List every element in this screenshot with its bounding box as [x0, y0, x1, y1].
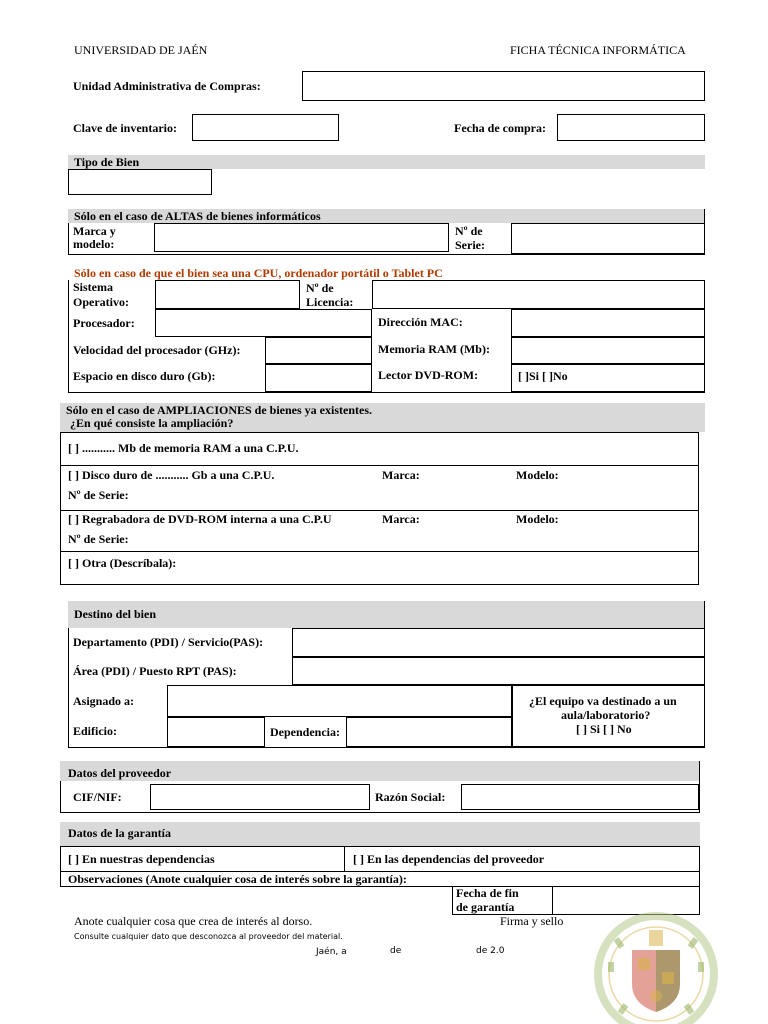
dorso-note: Anote cualquier cosa que crea de interés al dorso. [74, 914, 313, 928]
tipo-bien-field[interactable] [68, 169, 212, 195]
razon-field[interactable] [461, 784, 699, 810]
disco-field[interactable] [265, 364, 372, 392]
ampl-otra-option[interactable]: [ ] Otra (Descríbala): [68, 556, 177, 570]
de-label: de [390, 946, 402, 956]
aula-question-2: aula/laboratorio? [561, 708, 651, 722]
cif-label: CIF/NIF: [73, 790, 122, 804]
university-name: UNIVERSIDAD DE JAÉN [74, 43, 208, 57]
clave-label: Clave de inventario: [73, 121, 177, 135]
mac-field[interactable] [511, 309, 705, 337]
edificio-field[interactable] [167, 717, 265, 747]
aula-options[interactable]: [ ] Si [ ] No [576, 722, 632, 736]
ampl-disco-option[interactable]: [ ] Disco duro de ........... Gb a una C.P.U. [68, 468, 275, 482]
marca-label-1: Marca y [73, 224, 116, 238]
serie-label-1: Nº de [455, 224, 483, 238]
unidad-label: Unidad Administrativa de Compras: [73, 79, 261, 93]
procesador-label: Procesador: [73, 316, 135, 330]
serie-label-2: Serie: [455, 238, 485, 252]
fecha-compra-label: Fecha de compra: [454, 121, 546, 135]
year-label: de 2.0 [476, 946, 505, 956]
so-label-2: Operativo: [73, 295, 129, 309]
fecha-compra-field[interactable] [557, 114, 705, 141]
so-field[interactable] [155, 280, 300, 309]
ampliaciones-subtitle: ¿En qué consiste la ampliación? [70, 416, 234, 430]
aula-question-1: ¿El equipo va destinado a un [529, 694, 677, 708]
ampl-ram-option[interactable]: [ ] ........... Mb de memoria RAM a una C.P.U. [68, 441, 299, 455]
licencia-label-1: Nº de [306, 281, 334, 295]
destino-title: Destino del bien [74, 607, 157, 621]
edificio-label: Edificio: [73, 724, 117, 738]
marca-label-2: modelo: [73, 237, 115, 251]
destino-band [68, 601, 705, 628]
garantia-opt2[interactable]: [ ] En las dependencias del proveedor [353, 852, 545, 866]
firma-label: Firma y sello [500, 914, 564, 928]
so-label-1: Sistema [73, 280, 113, 294]
university-seal-icon [594, 912, 718, 1024]
dependencia-label: Dependencia: [270, 725, 340, 739]
proveedor-title: Datos del proveedor [68, 766, 172, 780]
dvd-options[interactable]: [ ]Si [ ]No [518, 369, 568, 383]
clave-field[interactable] [192, 114, 339, 141]
dvd-label: Lector DVD-ROM: [378, 368, 479, 382]
ampl-dvd-option[interactable]: [ ] Regrabadora de DVD-ROM interna a una C.P.U [68, 512, 332, 526]
departamento-field[interactable] [292, 628, 705, 657]
ram-field[interactable] [511, 337, 705, 364]
form-title: FICHA TÉCNICA INFORMÁTICA [510, 43, 686, 57]
ram-label: Memoria RAM (Mb): [378, 342, 490, 356]
fecha-fin-field[interactable] [554, 888, 702, 915]
licencia-label-2: Licencia: [306, 295, 354, 309]
garantia-opt1[interactable]: [ ] En nuestras dependencias [68, 852, 215, 866]
garantia-title: Datos de la garantía [68, 826, 171, 840]
tipo-bien-label: Tipo de Bien [74, 155, 140, 169]
ampl-disco-marca-label: Marca: [382, 468, 420, 482]
serie-field[interactable] [511, 223, 705, 254]
ampl-disco-modelo-label: Modelo: [516, 468, 559, 482]
fecha-fin-label-2: de garantía [456, 900, 515, 914]
dependencia-field[interactable] [346, 717, 512, 747]
ampl-dvd-modelo-label: Modelo: [516, 512, 559, 526]
fecha-fin-label-1: Fecha de fin [456, 886, 519, 900]
departamento-label: Departamento (PDI) / Servicio(PAS): [73, 635, 264, 649]
velocidad-field[interactable] [265, 337, 372, 364]
disco-label: Espacio en disco duro (Gb): [73, 369, 216, 383]
cpu-note: Sólo en caso de que el bien sea una CPU, ordenador portátil o Tablet PC [74, 266, 443, 280]
ampliaciones-title: Sólo en el caso de AMPLIACIONES de bienes ya existentes. [66, 403, 372, 417]
consulte-note: Consulte cualquier dato que desconozca al proveedor del material. [74, 932, 343, 941]
razon-label: Razón Social: [375, 790, 446, 804]
tipo-bien-band [68, 155, 705, 169]
jaen-label: Jaén, a [316, 947, 347, 957]
observaciones-label: Observaciones (Anote cualquier cosa de interés sobre la garantía): [68, 872, 407, 886]
unidad-field[interactable] [302, 71, 705, 101]
asignado-label: Asignado a: [73, 694, 135, 708]
procesador-field[interactable] [155, 309, 372, 337]
asignado-field[interactable] [167, 685, 512, 717]
marca-modelo-field[interactable] [154, 223, 449, 252]
velocidad-label: Velocidad del procesador (GHz): [73, 343, 241, 357]
ampl-disco-serie-label: Nº de Serie: [68, 488, 129, 502]
ampl-dvd-marca-label: Marca: [382, 512, 420, 526]
area-label: Área (PDI) / Puesto RPT (PAS): [73, 664, 237, 678]
area-field[interactable] [292, 657, 705, 685]
mac-label: Dirección MAC: [378, 315, 463, 329]
cif-field[interactable] [150, 784, 370, 810]
ampl-dvd-serie-label: Nº de Serie: [68, 532, 129, 546]
altas-title: Sólo en el caso de ALTAS de bienes informáticos [74, 209, 321, 223]
licencia-field[interactable] [372, 280, 705, 309]
